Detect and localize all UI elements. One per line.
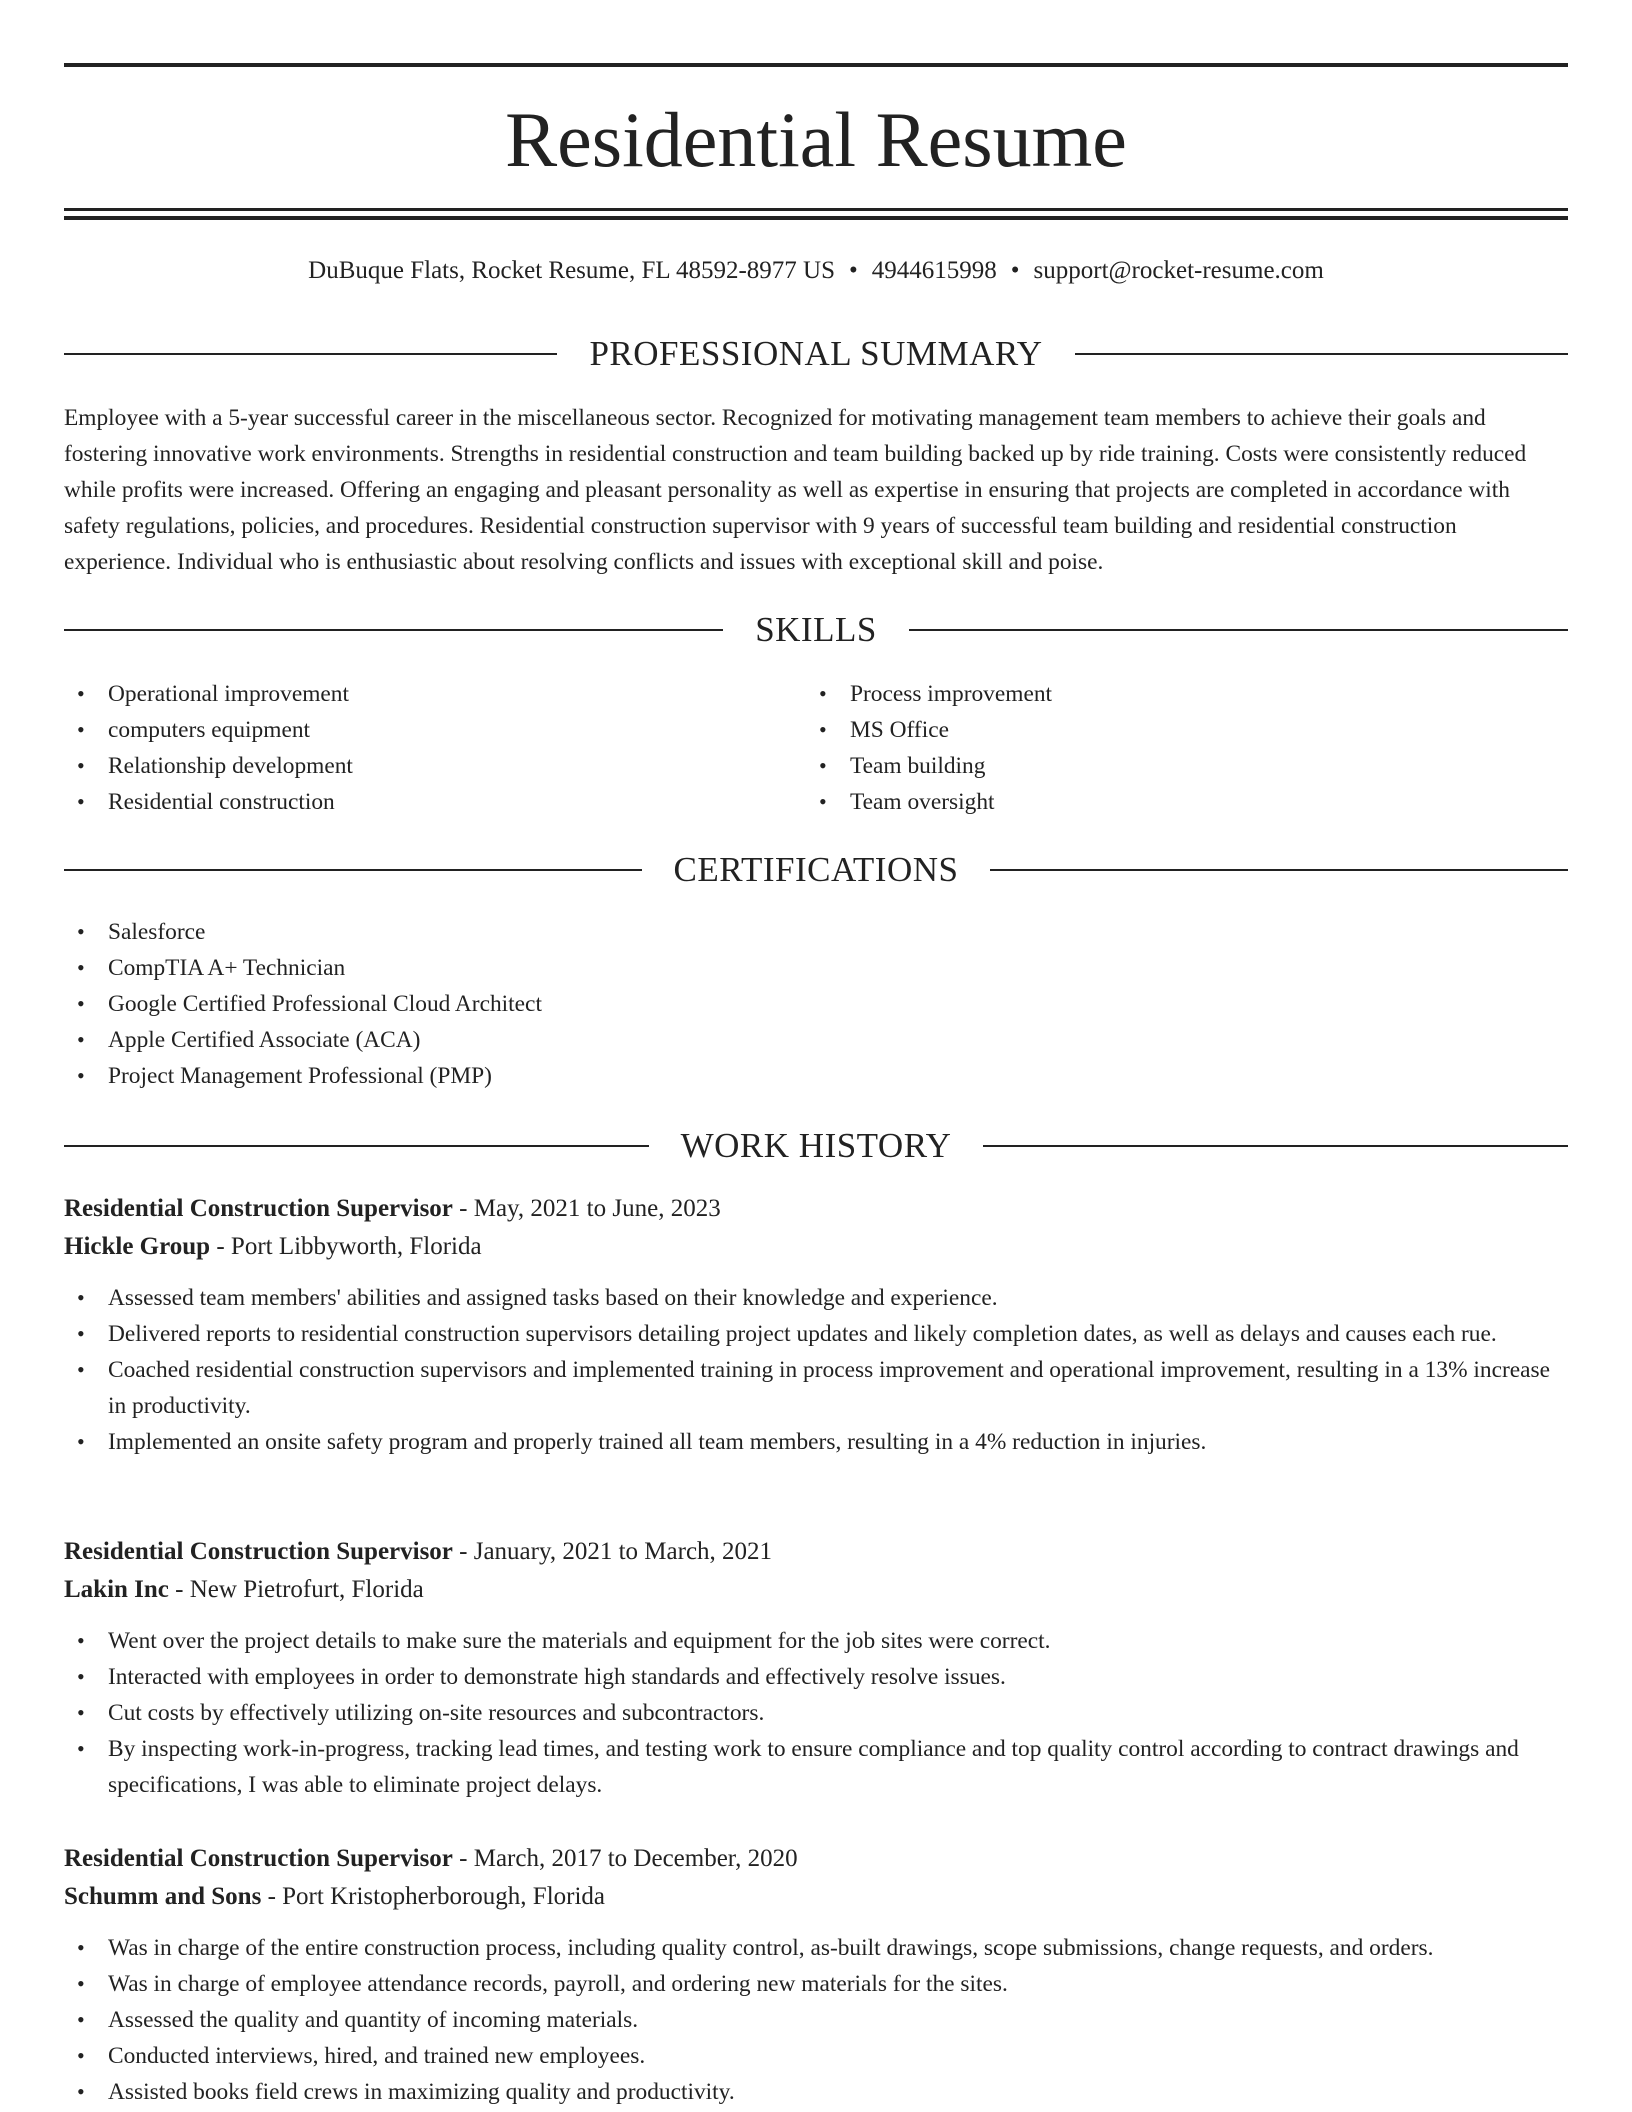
skills-list-left <box>64 676 804 820</box>
skills-list-right <box>806 676 1546 820</box>
certification-item: • Google Certified Professional Cloud Architect <box>64 986 1568 1022</box>
divider-line <box>64 629 723 631</box>
job-bullets <box>64 1280 1568 1460</box>
section-title: WORK HISTORY <box>680 1126 952 1165</box>
contact-phone: 4944615998 <box>871 257 997 284</box>
section-heading-skills <box>64 608 1568 652</box>
section-title: PROFESSIONAL SUMMARY <box>589 334 1043 373</box>
section-heading-work-history <box>64 1124 1568 1168</box>
job-role: Residential Construction Supervisor <box>64 1845 453 1872</box>
job-location: - Port Libbyworth, Florida <box>210 1233 482 1260</box>
job-bullets <box>64 1623 1568 1803</box>
job-bullet: • Delivered reports to residential construction supervisors detailing project updates and likely completion dates, as well as delays and causes each rue. <box>64 1316 1568 1352</box>
job-bullet: • Assisted books field crews in maximizing quality and productivity. <box>64 2074 1568 2110</box>
certification-item: • Project Management Professional (PMP) <box>64 1058 1568 1094</box>
skill-item: • Residential construction <box>64 784 804 820</box>
certification-item: • CompTIA A+ Technician <box>64 950 1568 986</box>
job-bullet: • Coached residential construction supervisors and implemented training in process improvement and operational improvement, resulting in a 13% increase in productivity. <box>64 1352 1568 1424</box>
skill-item: • computers equipment <box>64 712 804 748</box>
skill-item: • Team oversight <box>806 784 1546 820</box>
job-entry <box>64 1533 1568 1803</box>
job-entry <box>64 1840 1568 2110</box>
job-entry <box>64 1190 1568 1460</box>
job-location: - Port Kristopherborough, Florida <box>261 1883 606 1910</box>
job-bullet: • Assessed the quality and quantity of incoming materials. <box>64 2002 1568 2038</box>
section-heading-summary <box>64 332 1568 376</box>
job-bullet: • Was in charge of the entire construction process, including quality control, as-built drawings, scope submissions, change requests, and orders. <box>64 1930 1568 1966</box>
job-bullet: • Assessed team members' abilities and assigned tasks based on their knowledge and experience. <box>64 1280 1568 1316</box>
header-double-rule-lower <box>64 216 1568 220</box>
divider-line <box>990 869 1568 871</box>
job-company-line <box>64 1228 1568 1266</box>
job-role: Residential Construction Supervisor <box>64 1195 453 1222</box>
header-top-rule <box>64 63 1568 67</box>
resume-title: Residential Resume <box>505 96 1127 183</box>
contact-email: support@rocket-resume.com <box>1033 257 1324 284</box>
job-role: Residential Construction Supervisor <box>64 1538 453 1565</box>
job-company: Schumm and Sons <box>64 1883 262 1910</box>
contact-separator: • <box>849 257 858 284</box>
certification-item: • Salesforce <box>64 914 1568 950</box>
skill-item: • Team building <box>806 748 1546 784</box>
contact-address: DuBuque Flats, Rocket Resume, FL 48592-8977 US <box>308 257 835 284</box>
certification-item: • Apple Certified Associate (ACA) <box>64 1022 1568 1058</box>
job-bullet: • By inspecting work-in-progress, tracking lead times, and testing work to ensure compliance and top quality control according to contract drawings and specifications, I was able to eliminate project delays. <box>64 1731 1568 1803</box>
divider-line <box>64 353 557 355</box>
section-title: CERTIFICATIONS <box>673 850 959 889</box>
job-company: Lakin Inc <box>64 1576 169 1603</box>
skill-item: • Operational improvement <box>64 676 804 712</box>
certifications-list <box>64 914 1568 1094</box>
summary-paragraph: Employee with a 5-year successful career in the miscellaneous sector. Recognized for motivating management team members to achieve their goals and fostering innovative work environments. Strengths in residential construction and team building backed up by ride training. Costs were consistently reduced while profits were increased. Offering an engaging and pleasant personality as well as expertise in ensuring that projects are completed in accordance with safety regulations, policies, and procedures. Residential construction supervisor with 9 years of successful team building and residential construction experience. Individual who is enthusiastic about resolving conflicts and issues with exceptional skill and poise. <box>64 405 1527 575</box>
skill-item: • Relationship development <box>64 748 804 784</box>
divider-line <box>983 1145 1568 1147</box>
job-title-line <box>64 1190 1568 1228</box>
job-dates: - January, 2021 to March, 2021 <box>452 1538 773 1565</box>
job-location: - New Pietrofurt, Florida <box>168 1576 424 1603</box>
section-heading-certifications <box>64 848 1568 892</box>
job-bullet: • Cut costs by effectively utilizing on-site resources and subcontractors. <box>64 1695 1568 1731</box>
job-title-line <box>64 1533 1568 1571</box>
divider-line <box>1075 353 1568 355</box>
skill-item: • Process improvement <box>806 676 1546 712</box>
job-bullet: • Conducted interviews, hired, and trained new employees. <box>64 2038 1568 2074</box>
job-bullet: • Went over the project details to make sure the materials and equipment for the job sites were correct. <box>64 1623 1568 1659</box>
contact-separator: • <box>1010 257 1020 284</box>
job-dates: - May, 2021 to June, 2023 <box>452 1195 721 1222</box>
divider-line <box>909 629 1568 631</box>
section-title: SKILLS <box>755 610 877 649</box>
job-company: Hickle Group <box>64 1233 211 1260</box>
job-company-line <box>64 1878 1568 1916</box>
header-double-rule-upper <box>64 208 1568 211</box>
divider-line <box>64 1145 649 1147</box>
job-bullet: • Was in charge of employee attendance records, payroll, and ordering new materials for the sites. <box>64 1966 1568 2002</box>
job-bullet: • Interacted with employees in order to demonstrate high standards and effectively resolve issues. <box>64 1659 1568 1695</box>
skill-item: • MS Office <box>806 712 1546 748</box>
divider-line <box>64 869 642 871</box>
contact-line <box>64 254 1568 288</box>
job-company-line <box>64 1571 1568 1609</box>
job-bullets <box>64 1930 1568 2110</box>
job-dates: - March, 2017 to December, 2020 <box>452 1845 798 1872</box>
job-title-line <box>64 1840 1568 1878</box>
job-bullet: • Implemented an onsite safety program and properly trained all team members, resulting in a 4% reduction in injuries. <box>64 1424 1568 1460</box>
